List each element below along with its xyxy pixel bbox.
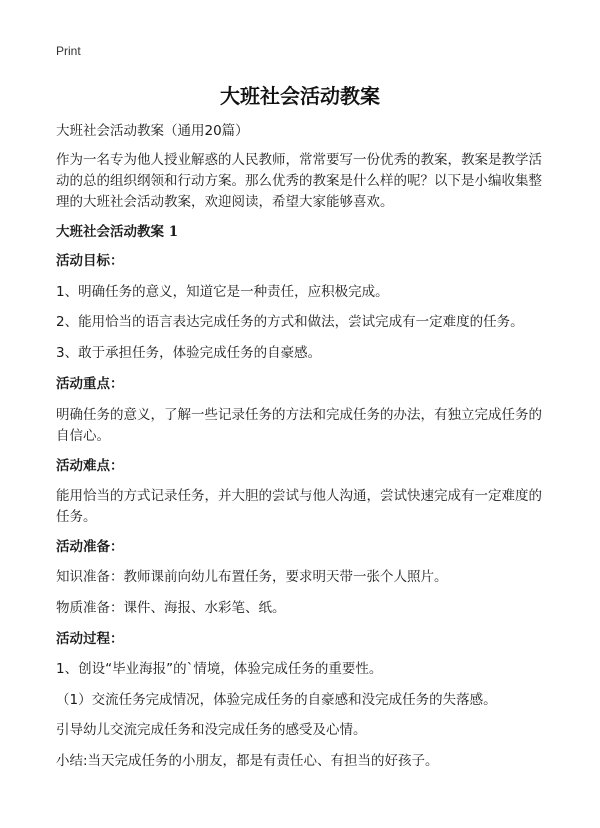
prep-heading: 活动准备： (56, 539, 124, 555)
prep-material: 物质准备：课件、海报、水彩笔、纸。 (56, 600, 286, 616)
goal-item-3: 3、敢于承担任务，体验完成任务的自豪感。 (56, 345, 322, 361)
section-heading: 大班社会活动教案 1 (56, 224, 179, 240)
intro-line-2: 动的总的组织纲领和行动方案。那么优秀的教案是什么样的呢？以下是小编收集整 (56, 173, 542, 189)
document-subtitle: 大班社会活动教案（通用20篇） (56, 123, 249, 139)
intro-line-1: 作为一名专为他人授业解惑的人民教师，常常要写一份优秀的教案，教案是教学活 (56, 152, 542, 168)
print-label[interactable]: Print (56, 44, 81, 58)
goals-heading: 活动目标： (56, 253, 124, 269)
document-title: 大班社会活动教案 (220, 84, 380, 108)
goal-item-1: 1、明确任务的意义，知道它是一种责任，应积极完成。 (56, 284, 389, 300)
prep-knowledge: 知识准备：教师课前向幼儿布置任务，要求明天带一张个人照片。 (56, 569, 448, 585)
process-summary: 小结:当天完成任务的小朋友，都是有责任心、有担当的好孩子。 (56, 753, 439, 769)
process-guide: 引导幼儿交流完成任务和没完成任务的感受及心情。 (56, 722, 367, 738)
difficulty-line-1: 能用恰当的方式记录任务，并大胆的尝试与他人沟通，尝试快速完成有一定难度的 (56, 488, 542, 504)
process-heading: 活动过程： (56, 631, 124, 647)
focus-line-2: 自信心。 (56, 428, 110, 444)
focus-line-1: 明确任务的意义，了解一些记录任务的方法和完成任务的办法，有独立完成任务的 (56, 407, 542, 423)
difficulty-heading: 活动难点： (56, 458, 124, 474)
difficulty-line-2: 任务。 (56, 509, 97, 525)
process-sub-item-1: （1）交流任务完成情况，体验完成任务的自豪感和没完成任务的失落感。 (56, 692, 497, 708)
goal-item-2: 2、能用恰当的语言表达完成任务的方式和做法，尝试完成有一定难度的任务。 (56, 314, 524, 330)
intro-line-3: 理的大班社会活动教案，欢迎阅读，希望大家能够喜欢。 (56, 194, 394, 210)
process-item-1: 1、创设“毕业海报”的`情境，体验完成任务的重要性。 (56, 661, 383, 677)
focus-heading: 活动重点： (56, 376, 124, 392)
